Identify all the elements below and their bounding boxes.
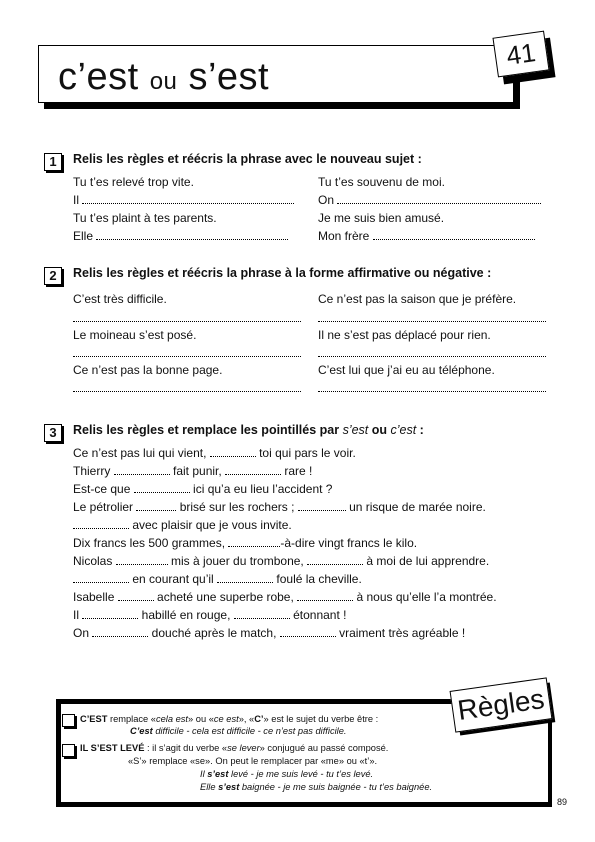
exercise-1-number: 1 bbox=[44, 153, 62, 171]
ex2-answer-line-left-1[interactable] bbox=[73, 320, 301, 322]
ex1-right-3: Je me suis bien amusé. bbox=[318, 211, 445, 225]
ex3-line-5[interactable]: avec plaisir que je vous invite. bbox=[73, 518, 292, 532]
rule-2-checkbox-icon bbox=[62, 744, 75, 757]
ex3-line-3[interactable]: Est-ce que ici qu’a eu lieu l’accident ? bbox=[73, 482, 333, 496]
ex2-left-2: Le moineau s’est posé. bbox=[73, 328, 197, 342]
ex1-left-2[interactable]: Il bbox=[73, 193, 294, 207]
page-badge: 41 bbox=[492, 31, 549, 78]
ex1-left-3: Tu t’es plaint à tes parents. bbox=[73, 211, 217, 225]
ex1-left-1: Tu t’es relevé trop vite. bbox=[73, 175, 194, 189]
rule-1-checkbox-icon bbox=[62, 714, 75, 727]
page-number: 89 bbox=[556, 797, 567, 807]
ex3-line-11[interactable]: On douché après le match, vraiment très agréable ! bbox=[73, 626, 466, 640]
ex2-right-3: C’est lui que j’ai eu au téléphone. bbox=[318, 363, 495, 377]
title-word-sest: s’est bbox=[188, 56, 270, 98]
ex2-left-1: C’est très difficile. bbox=[73, 292, 167, 306]
ex3-line-2[interactable]: Thierry fait punir, rare ! bbox=[73, 464, 313, 478]
rule-2-text-2: «S’» remplace «se». On peut le remplacer par «me» ou «t’». bbox=[128, 756, 378, 766]
ex2-right-1: Ce n’est pas la saison que je préfère. bbox=[318, 292, 517, 306]
exercise-1-instruction: Relis les règles et réécris la phrase avec le nouveau sujet : bbox=[73, 152, 422, 166]
rule-1-text: C’EST remplace «cela est» ou «ce est», «C’» est le sujet du verbe être : bbox=[80, 714, 379, 724]
ex1-right-2[interactable]: On bbox=[318, 193, 541, 207]
ex2-answer-line-right-3[interactable] bbox=[318, 390, 546, 392]
ex3-line-10[interactable]: Il habillé en rouge, étonnant ! bbox=[73, 608, 347, 622]
ex1-right-4[interactable]: Mon frère bbox=[318, 229, 535, 243]
ex3-line-1[interactable]: Ce n’est pas lui qui vient, toi qui pars le voir. bbox=[73, 446, 356, 460]
ex2-answer-line-left-2[interactable] bbox=[73, 355, 301, 357]
ex3-line-4[interactable]: Le pétrolier brisé sur les rochers ; un risque de marée noire. bbox=[73, 500, 486, 514]
rule-2-text: IL S’EST LEVÉ : il s’agit du verbe «se lever» conjugué au passé composé. bbox=[80, 743, 389, 753]
exercise-2-instruction: Relis les règles et réécris la phrase à la forme affirmative ou négative : bbox=[73, 266, 492, 280]
title-word-ou: ou bbox=[149, 68, 178, 95]
ex3-line-7[interactable]: Nicolas mis à jouer du trombone, à moi de lui apprendre. bbox=[73, 554, 490, 568]
title-word-cest: c’est bbox=[58, 56, 139, 98]
ex2-answer-line-left-3[interactable] bbox=[73, 390, 301, 392]
rule-2-example-2: Elle s’est baignée - je me suis baignée - tu t’es baignée. bbox=[200, 782, 433, 792]
rule-1-example: C’est difficile - cela est difficile - ce n’est pas difficile. bbox=[130, 726, 347, 736]
ex1-right-1: Tu t’es souvenu de moi. bbox=[318, 175, 445, 189]
rule-2-example-1: Il s’est levé - je me suis levé - tu t’es levé. bbox=[200, 769, 374, 779]
ex2-answer-line-right-1[interactable] bbox=[318, 320, 546, 322]
ex3-line-6[interactable]: Dix francs les 500 grammes, -à-dire vingt francs le kilo. bbox=[73, 536, 418, 550]
exercise-3-instruction: Relis les règles et remplace les pointillés par s’est ou c’est : bbox=[73, 423, 424, 437]
ex2-left-3: Ce n’est pas la bonne page. bbox=[73, 363, 223, 377]
ex3-line-8[interactable]: en courant qu’il foulé la cheville. bbox=[73, 572, 362, 586]
rules-tag: Règles bbox=[450, 677, 553, 732]
ex2-answer-line-right-2[interactable] bbox=[318, 355, 546, 357]
exercise-3-number: 3 bbox=[44, 424, 62, 442]
ex3-line-9[interactable]: Isabelle acheté une superbe robe, à nous qu’elle l’a montrée. bbox=[73, 590, 497, 604]
exercise-2-number: 2 bbox=[44, 267, 62, 285]
ex2-right-2: Il ne s’est pas déplacé pour rien. bbox=[318, 328, 491, 342]
page-title bbox=[58, 56, 269, 99]
ex1-left-4[interactable]: Elle bbox=[73, 229, 288, 243]
